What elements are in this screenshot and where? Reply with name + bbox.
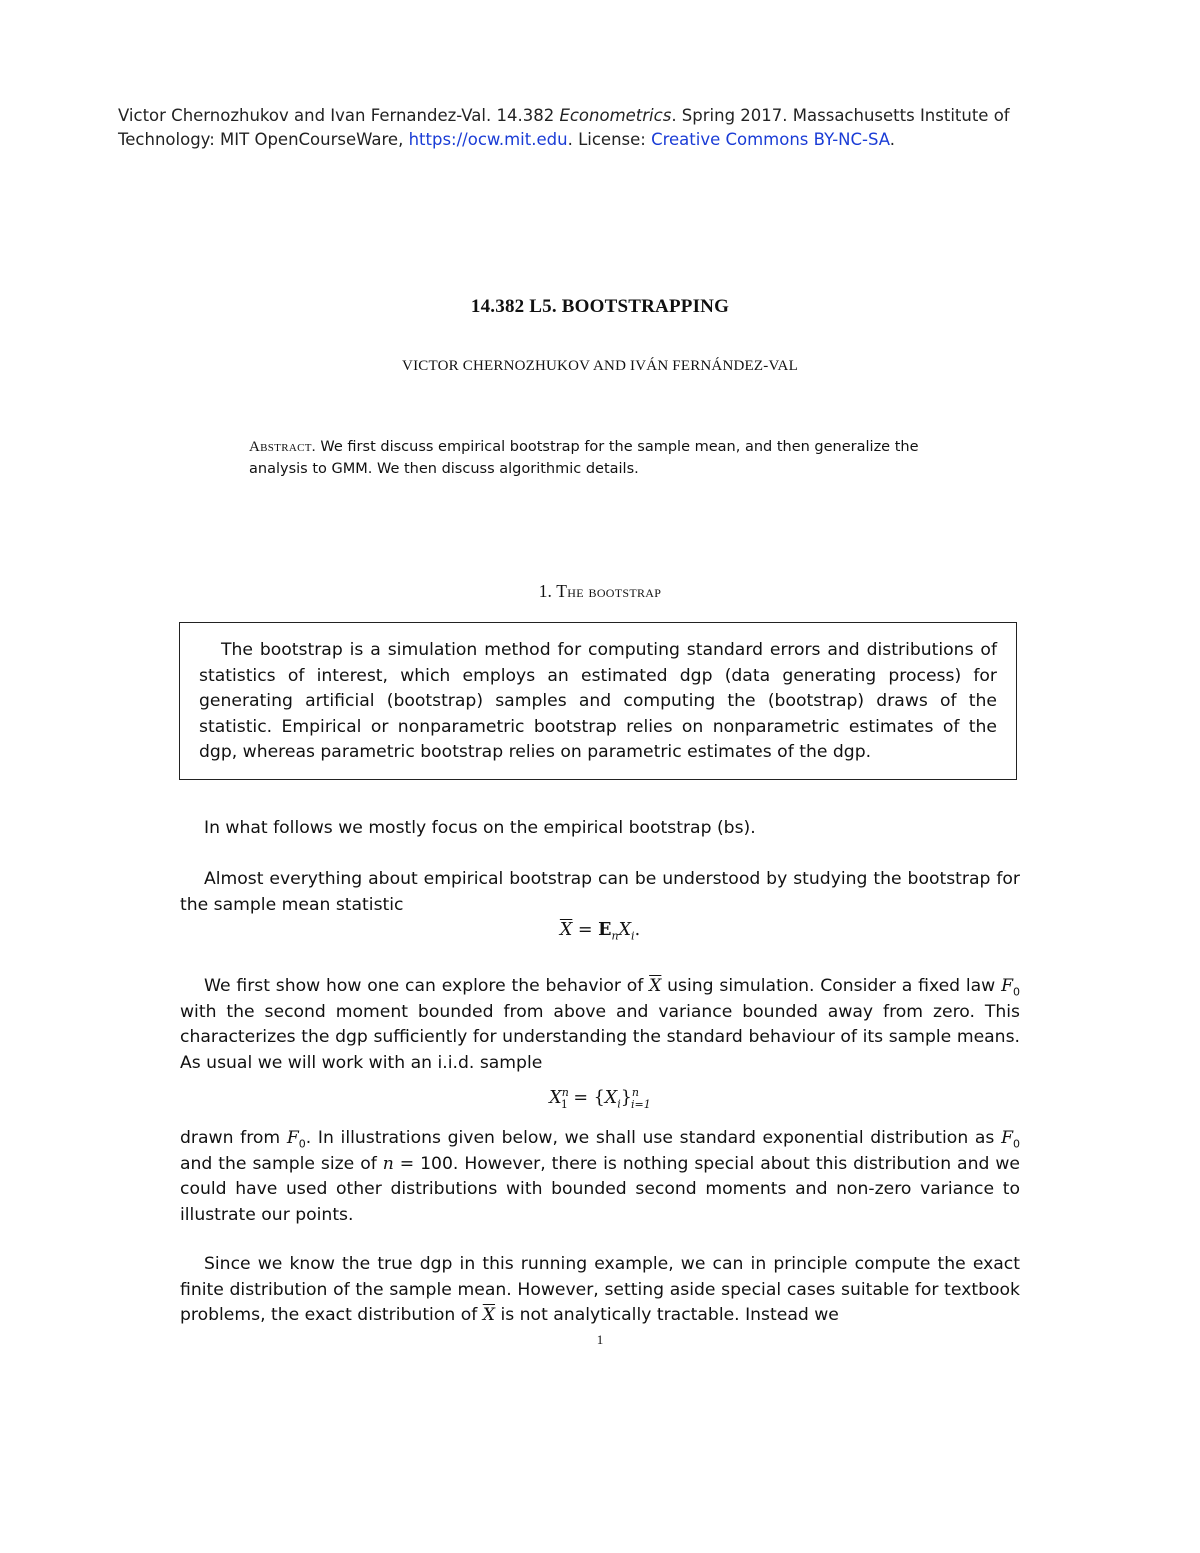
superscript: n — [561, 1086, 569, 1100]
equation-period: . — [634, 920, 641, 940]
license-link[interactable]: Creative Commons BY-NC-SA — [651, 130, 890, 149]
subscript: i — [617, 1097, 621, 1111]
f-symbol: F — [1001, 1128, 1014, 1148]
paragraph-text: Almost everything about empirical bootstrap can be understood by studying the bootstrap for the sample mean statistic — [180, 869, 1020, 915]
abstract-label: Abstract. — [249, 439, 316, 455]
license-text: . — [889, 130, 895, 149]
paragraph-text: is not analytically tractable. Instead we — [495, 1305, 839, 1325]
paragraph-4 — [180, 1126, 1020, 1228]
f-symbol: F — [286, 1128, 299, 1148]
equation-sample-mean — [0, 920, 1200, 943]
operator-subscript: n — [611, 929, 619, 943]
ocw-link[interactable]: https://ocw.mit.edu — [408, 130, 568, 149]
license-notice — [118, 104, 1088, 152]
paragraph-text: using simulation. Consider a fixed law — [661, 976, 1002, 996]
page-number: 1 — [596, 1332, 604, 1347]
paragraph-5 — [180, 1252, 1020, 1329]
paragraph-text: = 100. However, there is nothing special about this distribution and we could have used other distributions with bounded second moments and non-zero variance to illustrate our points. — [180, 1153, 1020, 1225]
course-name: Econometrics — [559, 106, 672, 125]
paper-authors: VICTOR CHERNOZHUKOV AND IVÁN FERNÁNDEZ-VAL — [402, 358, 798, 374]
paragraph-text: We first show how one can explore the behavior of — [204, 976, 650, 996]
license-text: Victor Chernozhukov and Ivan Fernandez-Val. 14.382 — [118, 106, 560, 125]
equals-sign: = — [572, 920, 599, 940]
paragraph-text: with the second moment bounded from above and variance bounded away from zero. This characterizes the dgp sufficiently for understanding the standard behaviour of its sample means. As usual we will work with an i.i.d. sample — [180, 1001, 1020, 1073]
paragraph-text: In what follows we mostly focus on the empirical bootstrap (bs). — [204, 818, 756, 838]
brace: } — [620, 1088, 632, 1108]
license-text: . License: — [567, 130, 652, 149]
n-symbol: n — [382, 1153, 394, 1174]
paragraph-3 — [180, 974, 1020, 1076]
paragraph-text: Since we know the true dgp in this running example, we can in principle compute the exact finite distribution of the sample mean. However, setting aside special cases suitable for textbook problems, the exact distribution of — [180, 1254, 1020, 1325]
paragraph-text: drawn from — [180, 1128, 287, 1148]
x-symbol: X — [618, 920, 632, 940]
section-heading — [0, 581, 1200, 602]
expectation-operator: E — [598, 920, 612, 940]
equals-sign: = { — [567, 1088, 605, 1108]
abstract-text: We first discuss empirical bootstrap for the sample mean, and then generalize the analysis to GMM. We then discuss algorithmic details. — [249, 439, 919, 477]
paper-title: 14.382 L5. BOOTSTRAPPING — [470, 296, 730, 317]
paragraph-text: . In illustrations given below, we shall use standard exponential distribution as — [305, 1128, 1002, 1148]
x-subscript: i — [631, 929, 635, 943]
paragraph-1 — [180, 816, 1020, 842]
subscript: i=1 — [631, 1097, 651, 1111]
x-symbol: X — [604, 1088, 618, 1108]
paragraph-text: and the sample size of — [180, 1153, 383, 1174]
f-subscript: 0 — [298, 1137, 306, 1151]
subscript: 1 — [560, 1097, 568, 1111]
x-symbol: X — [549, 1088, 562, 1108]
section-number: 1. — [538, 581, 552, 601]
xbar-symbol: $\overline{X}$ — [559, 920, 573, 940]
license-text: . Spring 2017. Massachusetts Institute of Technology: MIT OpenCourseWare, — [118, 106, 1010, 149]
f-subscript: 0 — [1013, 985, 1020, 999]
xbar-symbol: $\overline{X}$ — [649, 976, 662, 996]
section-title: The bootstrap — [556, 581, 662, 601]
definition-box — [179, 622, 1017, 780]
abstract — [249, 436, 959, 480]
superscript: n — [631, 1086, 639, 1100]
xbar-symbol: $\overline{X}$ — [482, 1305, 495, 1325]
equation-sample — [0, 1086, 1200, 1111]
f-subscript: 0 — [1013, 1137, 1021, 1151]
paragraph-2 — [180, 867, 1020, 918]
definition-text: The bootstrap is a simulation method for computing standard errors and distributions of statistics of interest, which employs an estimated dgp (data generating process) for generating artificial (bootstrap) samples and computing the (bootstrap) draws of the statistic. Empirical or nonparametric bootstrap relies on nonparametric estimates of the dgp, whereas parametric bootstrap relies on parametric estimates of the dgp. — [199, 640, 997, 762]
f-symbol: F — [1001, 976, 1013, 996]
